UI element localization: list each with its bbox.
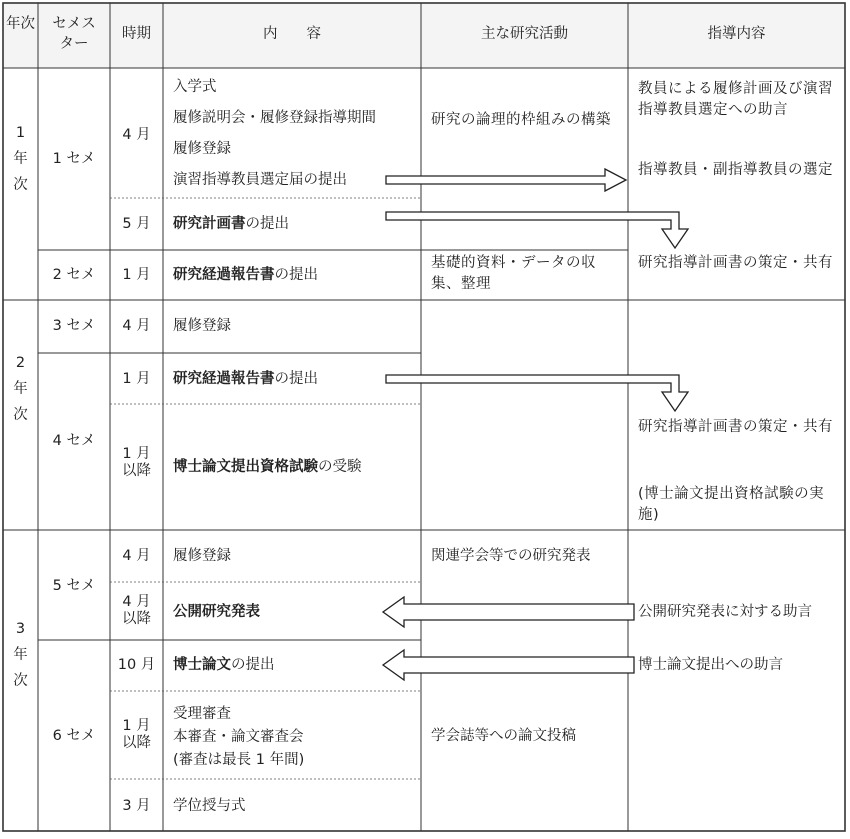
- guidance-presentation: 公開研究発表に対する助言: [638, 604, 812, 620]
- content-orientation: 履修説明会・履修登録指導期間: [173, 110, 376, 126]
- semester-5: 5 セメ: [52, 578, 96, 594]
- header-semester: セメス ター: [52, 16, 96, 52]
- header-content: 内 容: [263, 26, 321, 42]
- guidance-exam: (博士論文提出資格試験の実施): [638, 486, 825, 523]
- year-1: 1 年 次: [13, 125, 28, 193]
- content-graduation: 学位授与式: [173, 798, 246, 814]
- timing-row-3: 1 月: [122, 267, 151, 283]
- content-registration-3: 履修登録: [173, 548, 231, 564]
- content-review: 受理審査 本審査・論文審査会 (審査は最長 1 年間): [173, 706, 305, 768]
- content-research-plan: 研究計画書の提出: [173, 216, 289, 232]
- timing-row-6: 1 月 以降: [122, 446, 151, 479]
- guidance-advisor-selection: 指導教員・副指導教員の選定: [638, 162, 833, 178]
- content-registration-2: 履修登録: [173, 318, 231, 334]
- year-3: 3 年 次: [13, 621, 28, 689]
- timing-row-7: 4 月: [122, 548, 151, 564]
- activity-data-collection: 基礎的資料・データの収集、整理: [431, 255, 596, 292]
- guidance-course-plan: 教員による履修計画及び演習指導教員選定への助言: [638, 81, 833, 118]
- timing-row-10: 1 月 以降: [122, 718, 151, 751]
- timing-row-8: 4 月 以降: [122, 594, 151, 627]
- activity-framework: 研究の論理的枠組みの構築: [431, 112, 611, 128]
- activity-conference: 関連学会等での研究発表: [431, 548, 591, 564]
- header-timing: 時期: [122, 26, 151, 42]
- guidance-plan-1: 研究指導計画書の策定・共有: [638, 255, 833, 271]
- content-qualifying-exam: 博士論文提出資格試験の受験: [173, 459, 362, 475]
- year-2: 2 年 次: [13, 355, 28, 423]
- content-progress-report-1: 研究経過報告書の提出: [173, 267, 318, 283]
- header-activity: 主な研究活動: [481, 26, 568, 42]
- activity-journal: 学会誌等への論文投稿: [431, 728, 576, 744]
- arrow-elbow-2: [386, 375, 688, 411]
- semester-3: 3 セメ: [52, 318, 96, 334]
- guidance-dissertation: 博士論文提出への助言: [638, 657, 783, 673]
- header-year: 年次: [6, 16, 35, 32]
- semester-6: 6 セメ: [52, 728, 96, 744]
- timing-row-9: 10 月: [117, 657, 156, 673]
- semester-2: 2 セメ: [52, 267, 96, 283]
- guidance-plan-2: 研究指導計画書の策定・共有: [638, 419, 833, 435]
- timing-row-4: 4 月: [122, 318, 151, 334]
- timing-row-11: 3 月: [122, 798, 151, 814]
- content-registration: 履修登録: [173, 141, 231, 157]
- header-guidance: 指導内容: [707, 26, 766, 42]
- content-progress-report-2: 研究経過報告書の提出: [173, 371, 318, 387]
- content-enrollment: 入学式: [173, 79, 217, 95]
- arrow-elbow-1: [386, 212, 688, 248]
- content-advisor-form: 演習指導教員選定届の提出: [173, 172, 347, 188]
- semester-1: 1 セメ: [52, 151, 96, 167]
- content-dissertation-submit: 博士論文の提出: [173, 657, 275, 673]
- timing-row-1: 4 月: [122, 127, 151, 143]
- timing-row-5: 1 月: [122, 371, 151, 387]
- content-public-presentation: 公開研究発表: [173, 604, 260, 620]
- arrow-right-1: [386, 169, 626, 191]
- semester-4: 4 セメ: [52, 433, 96, 449]
- timing-row-2: 5 月: [122, 216, 151, 232]
